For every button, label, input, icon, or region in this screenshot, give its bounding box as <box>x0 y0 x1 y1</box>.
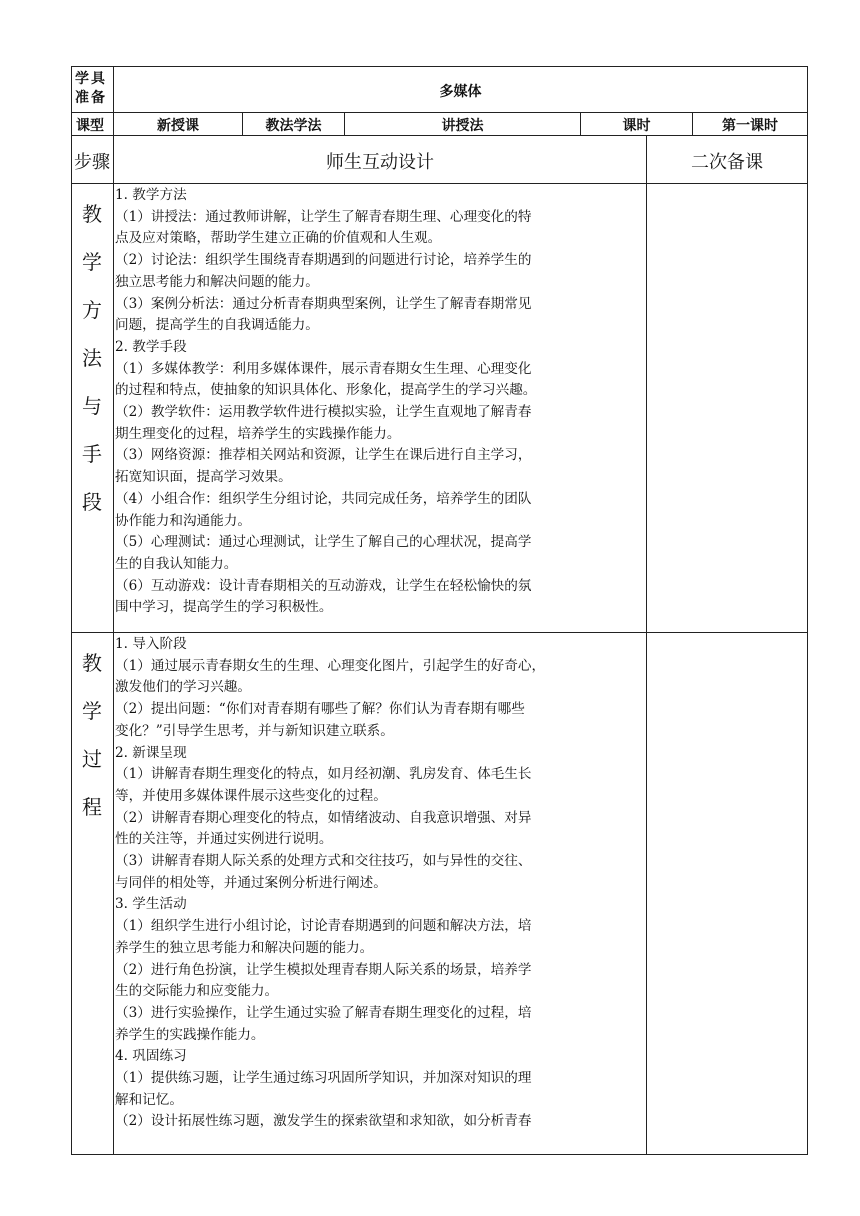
step-char: 程 <box>82 795 102 819</box>
design-header-cell <box>113 135 647 184</box>
content-line: （2）提出问题：“你们对青春期有哪些了解？你们认为青春期有哪些 <box>115 701 525 718</box>
content-line: 4. 巩固练习 <box>115 1048 187 1065</box>
content-line: 2. 新课呈现 <box>115 744 187 761</box>
content-line: （3）网络资源：推荐相关网站和资源，让学生在课后进行自主学习， <box>115 447 532 464</box>
step-header: 步骤 <box>74 152 110 173</box>
step-char: 学 <box>82 699 102 723</box>
content-line: 拓宽知识面，提高学习效果。 <box>115 469 292 486</box>
period-value: 第一课时 <box>722 118 778 134</box>
content-line: （1）多媒体教学：利用多媒体课件，展示青春期女生生理、心理变化 <box>115 360 532 377</box>
content-line: （1）提供练习题，让学生通过练习巩固所学知识，并加深对知识的理 <box>115 1070 532 1087</box>
content-line: （2）进行角色扮演，让学生模拟处理青春期人际关系的场景，培养学 <box>115 961 532 978</box>
process-step-label <box>72 639 112 831</box>
content-line: 问题，提高学生的自我调适能力。 <box>115 317 319 334</box>
process-content <box>115 634 645 1133</box>
tools-value-cell <box>113 66 808 113</box>
method-value: 讲授法 <box>441 118 484 134</box>
method-content <box>115 185 645 619</box>
method-step-label <box>72 190 112 526</box>
process-step-cell <box>71 632 114 1155</box>
content-line: （2）教学软件：运用教学软件进行模拟实验，让学生直观地了解青春 <box>115 404 532 421</box>
content-line: 激发他们的学习兴趣。 <box>115 679 251 696</box>
content-line: （3）案例分析法：通过分析青春期典型案例，让学生了解青春期常见 <box>115 295 532 312</box>
step-char: 学 <box>82 250 102 274</box>
content-line: 1. 教学方法 <box>115 187 187 203</box>
content-line: 3. 学生活动 <box>115 896 187 913</box>
method-step-cell <box>71 183 114 633</box>
content-line: 生的交际能力和应变能力。 <box>115 983 279 1000</box>
step-header-cell <box>71 135 114 184</box>
design-header: 师生互动设计 <box>326 152 434 173</box>
content-line: 协作能力和沟通能力。 <box>115 512 251 529</box>
step-char: 教 <box>82 202 102 226</box>
method-label: 教法学法 <box>265 118 322 134</box>
step-char: 方 <box>82 298 102 322</box>
content-line: （6）互动游戏：设计青春期相关的互动游戏，让学生在轻松愉快的氛 <box>115 577 532 594</box>
content-line: 的过程和特点，使抽象的知识具体化、形象化，提高学生的学习兴趣。 <box>115 382 537 399</box>
step-char: 段 <box>82 490 102 514</box>
course-type-label: 课型 <box>76 118 104 134</box>
second-prep-header-cell <box>646 135 808 184</box>
content-line: （3）进行实验操作，让学生通过实验了解青春期生理变化的过程，培 <box>115 1004 532 1021</box>
step-char: 与 <box>82 394 102 418</box>
content-line: 养学生的独立思考能力和解决问题的能力。 <box>115 939 374 956</box>
content-line: 性的关注等，并通过实例进行说明。 <box>115 831 333 848</box>
second-prep-header: 二次备课 <box>691 152 763 173</box>
process-second-prep-cell <box>646 632 808 1155</box>
step-char: 手 <box>82 442 102 466</box>
content-line: （2）讲解青春期心理变化的特点，如情绪波动、自我意识增强、对异 <box>115 809 532 826</box>
content-line: 围中学习，提高学生的学习积极性。 <box>115 599 333 616</box>
content-line: 解和记忆。 <box>115 1091 183 1108</box>
content-line: （2）讨论法：组织学生围绕青春期遇到的问题进行讨论，培养学生的 <box>115 252 532 269</box>
content-line: 养学生的实践操作能力。 <box>115 1026 265 1043</box>
content-line: （1）讲解青春期生理变化的特点，如月经初潮、乳房发育、体毛生长 <box>115 766 532 783</box>
content-line: （3）讲解青春期人际关系的处理方式和交往技巧，如与异性的交往、 <box>115 853 532 870</box>
tools-label: 学具准备 <box>75 71 107 106</box>
content-line: （4）小组合作：组织学生分组讨论，共同完成任务，培养学生的团队 <box>115 490 532 507</box>
content-line: 等，并使用多媒体课件展示这些变化的过程。 <box>115 787 387 804</box>
content-line: （1）组织学生进行小组讨论，讨论青春期遇到的问题和解决方法，培 <box>115 918 532 935</box>
content-line: 点及应对策略，帮助学生建立正确的价值观和人生观。 <box>115 230 442 247</box>
step-char: 教 <box>82 651 102 675</box>
course-type-label-cell <box>71 112 114 136</box>
tools-value: 多媒体 <box>439 84 482 100</box>
content-line: 变化？”引导学生思考，并与新知识建立联系。 <box>115 722 394 739</box>
course-type-value-cell <box>113 112 243 136</box>
tools-label-cell <box>71 66 114 113</box>
step-char: 法 <box>82 346 102 370</box>
content-line: 与同伴的相处等，并通过案例分析进行阐述。 <box>115 874 387 891</box>
content-line: 2. 教学手段 <box>115 338 187 355</box>
step-char: 过 <box>82 747 102 771</box>
content-line: （5）心理测试：通过心理测试，让学生了解自己的心理状况，提高学 <box>115 534 532 551</box>
method-label-cell <box>242 112 345 136</box>
content-line: 独立思考能力和解决问题的能力。 <box>115 273 319 290</box>
method-second-prep-cell <box>646 183 808 633</box>
content-line: 期生理变化的过程，培养学生的实践操作能力。 <box>115 425 401 442</box>
content-line: （2）设计拓展性练习题，激发学生的探索欲望和求知欲，如分析青春 <box>115 1113 532 1130</box>
period-label-cell <box>580 112 693 136</box>
course-type-value: 新授课 <box>157 118 199 134</box>
content-line: （1）通过展示青春期女生的生理、心理变化图片，引起学生的好奇心， <box>115 657 546 674</box>
period-label: 课时 <box>622 118 651 134</box>
method-value-cell <box>344 112 581 136</box>
period-value-cell <box>692 112 808 136</box>
content-line: 生的自我认知能力。 <box>115 555 238 572</box>
content-line: （1）讲授法：通过教师讲解，让学生了解青春期生理、心理变化的特 <box>115 208 532 225</box>
content-line: 1. 导入阶段 <box>115 636 187 652</box>
